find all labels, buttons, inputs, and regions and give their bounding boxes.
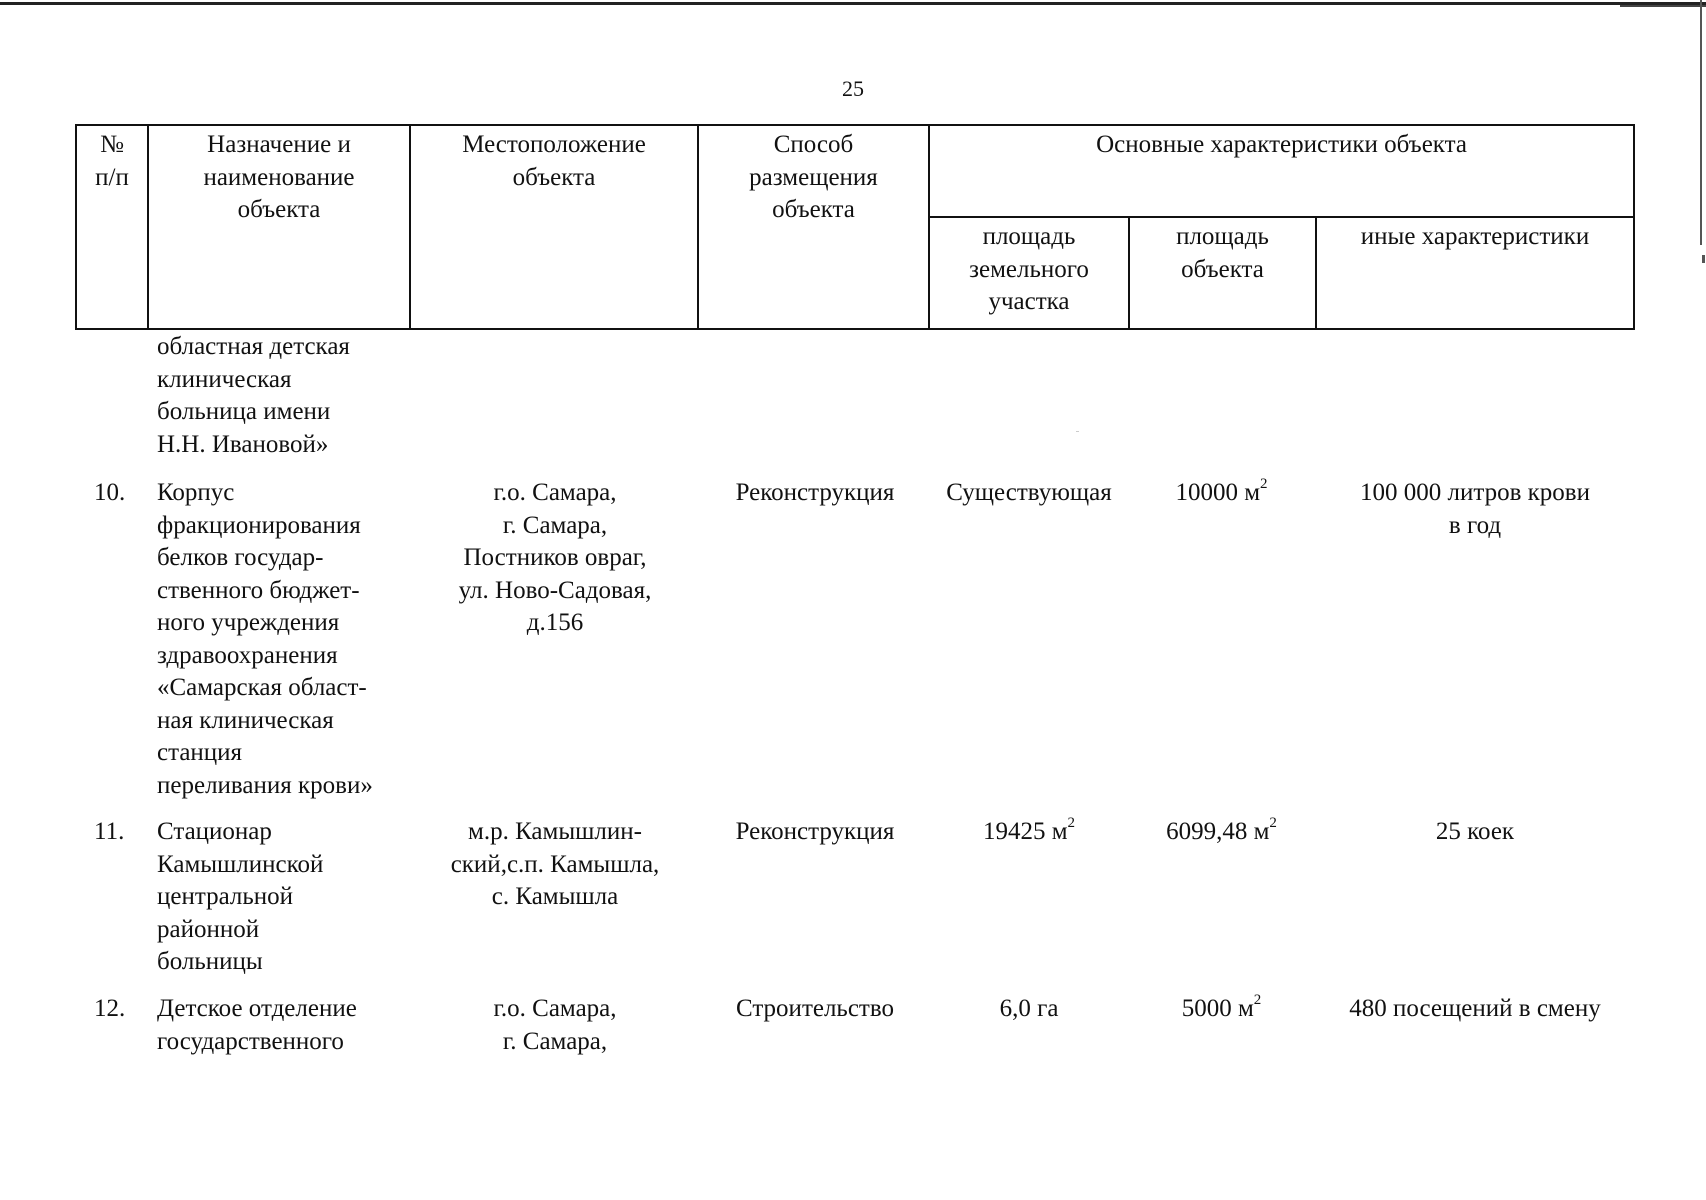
- table-row-12-area: [1130, 993, 1313, 1026]
- area-value: 10000: [1175, 479, 1238, 506]
- scan-border-top-right: [1620, 5, 1706, 7]
- page-number: 25: [842, 76, 864, 101]
- land-unit-exponent: 2: [1067, 815, 1076, 831]
- table-row-12-name: Детское отделение государственного: [157, 995, 357, 1055]
- area-value: 6099,48: [1166, 818, 1248, 845]
- land-unit: м: [1051, 818, 1068, 845]
- area-unit: м: [1237, 995, 1254, 1022]
- table-row-10-name: Корпус фракционирования белков государ- ственного бюджет- ного учреждения здравоохранения «Самарская област- ная клиническая станция переливания крови»: [157, 479, 373, 799]
- table-row-11-num: 11.: [94, 818, 125, 845]
- header-border-left: [75, 124, 77, 329]
- header-num: № п/п: [95, 131, 129, 191]
- scan-border-right: [1700, 0, 1702, 245]
- area-unit-exponent: 2: [1260, 476, 1268, 492]
- area-unit: м: [1244, 479, 1261, 506]
- table-row-11-land: [928, 816, 1130, 849]
- header-object-area: площадь объекта: [1176, 223, 1269, 283]
- table-row-12-num: 12.: [94, 995, 126, 1022]
- table-row-12-location: г.о. Самара, г. Самара,: [493, 995, 617, 1055]
- table-row-12-method: Строительство: [735, 995, 894, 1022]
- table-row-10-other: 100 000 литров крови в год: [1360, 479, 1590, 539]
- scan-speck: [1076, 431, 1079, 432]
- table-header: [75, 124, 1635, 329]
- area-unit-exponent: 2: [1269, 815, 1277, 831]
- table-row-11-other: 25 коек: [1435, 818, 1515, 845]
- header-characteristics: Основные характеристики объекта: [1096, 131, 1467, 158]
- header-border-right: [1633, 124, 1635, 329]
- table-row-10-area: [1130, 477, 1313, 510]
- table-row-11-name: Стационар Камышлинской центральной районной больницы: [157, 818, 324, 975]
- table-row-12-other: 480 посещений в смену: [1349, 995, 1601, 1022]
- header-name: Назначение и наименование объекта: [203, 131, 355, 223]
- header-other: иные характеристики: [1360, 223, 1590, 250]
- table-row-11-location: м.р. Камышлин- ский,с.п. Камышла, с. Камышла: [450, 818, 660, 910]
- header-border-bottom: [75, 328, 1635, 330]
- area-unit-exponent: 2: [1253, 992, 1262, 1008]
- area-value: 5000: [1181, 995, 1232, 1022]
- scan-mark: [1702, 255, 1705, 263]
- table-row-continuation-name: областная детская клиническая больница имени Н.Н. Ивановой»: [157, 333, 350, 458]
- table-row-10-num: 10.: [94, 479, 126, 506]
- table-row-11-method: Реконструкция: [735, 818, 895, 845]
- header-location: Местоположение объекта: [462, 131, 646, 191]
- table-row-10-location: г.о. Самара, г. Самара, Постников овраг, ул. Ново-Садовая, д.156: [458, 479, 652, 636]
- header-method: Способ размещения объекта: [749, 131, 878, 223]
- table-row-12-land: 6,0 га: [999, 995, 1059, 1022]
- table-row-10-land: Существующая: [946, 479, 1112, 506]
- table-row-11-area: [1130, 816, 1313, 849]
- scan-border-top: [0, 2, 1706, 5]
- area-unit: м: [1253, 818, 1270, 845]
- header-land-area: площадь земельного участка: [969, 223, 1089, 315]
- table-row-10-method: Реконструкция: [735, 479, 895, 506]
- land-value: 19425: [982, 818, 1046, 845]
